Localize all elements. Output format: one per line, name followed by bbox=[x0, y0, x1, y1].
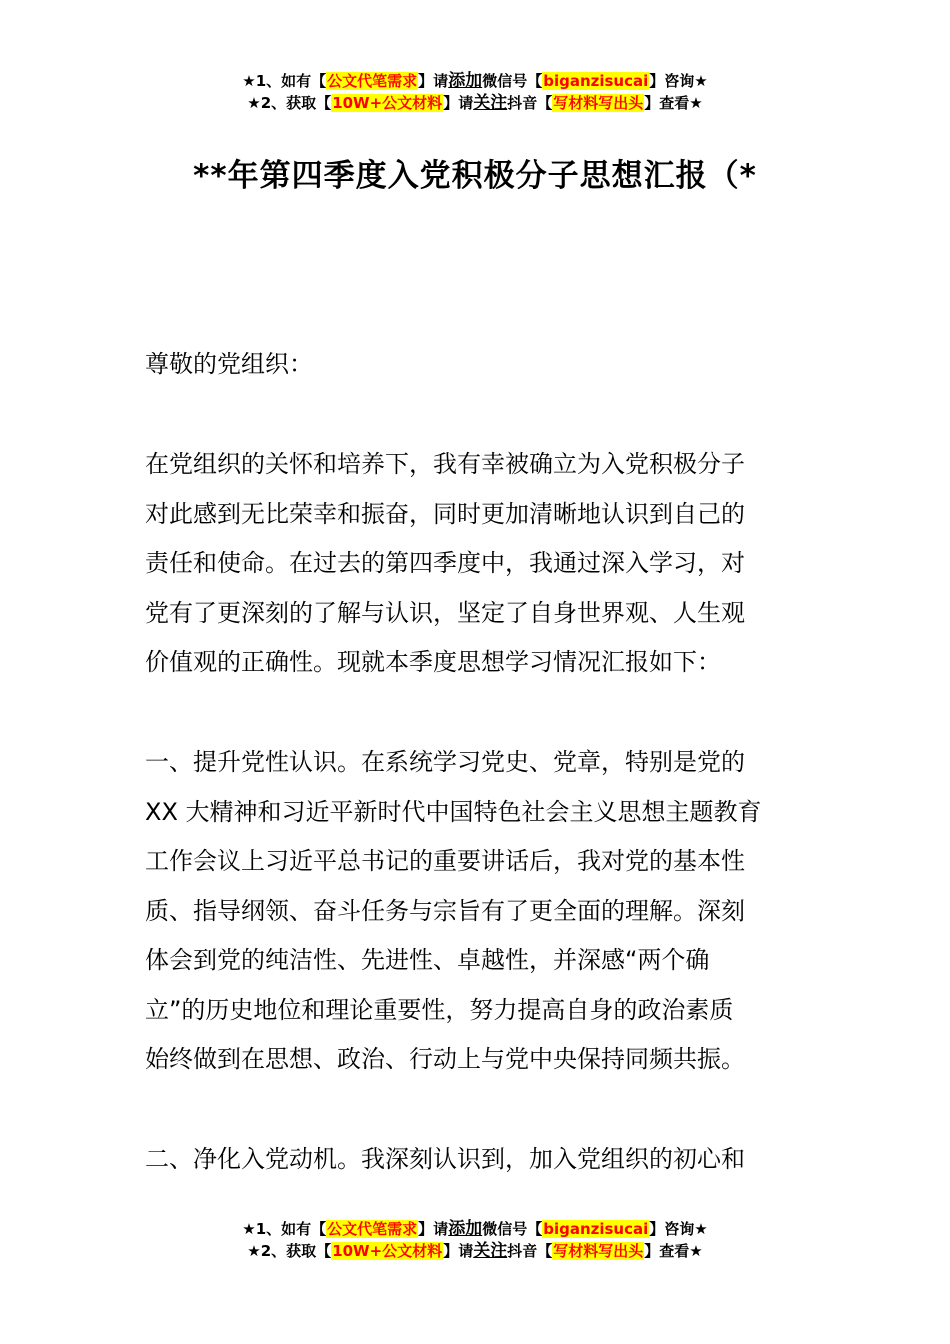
text-line: 立”的历史地位和理论重要性，努力提高自身的政治素质 bbox=[145, 995, 734, 1024]
salutation-text: 尊敬的党组织： bbox=[145, 350, 313, 378]
promo-line-2 bbox=[0, 92, 950, 114]
promo-emphasis-follow: 关注 bbox=[473, 93, 508, 113]
promo-text: 】咨询★ bbox=[649, 72, 708, 90]
text-line: 一、提升党性认识。在系统学习党史、党章，特别是党的 bbox=[145, 748, 745, 776]
promo-text: 抖音【 bbox=[507, 1242, 553, 1260]
promo-text: 微信号【 bbox=[482, 1220, 543, 1238]
promo-line-1 bbox=[0, 70, 950, 92]
text-line: 在党组织的关怀和培养下，我有幸被确立为入党积极分子 bbox=[145, 450, 745, 478]
promo-highlight-materials: 10W+公文材料 bbox=[332, 94, 443, 112]
promo-footer bbox=[0, 1218, 950, 1262]
promo-highlight-douyin: 写材料写出头 bbox=[553, 1242, 644, 1260]
promo-emphasis-follow: 关注 bbox=[473, 1241, 508, 1261]
text-line: 党有了更深刻的了解与认识，坚定了自身世界观、人生观 bbox=[145, 598, 745, 627]
promo-highlight-wechat-id: biganzisucai bbox=[543, 1220, 649, 1238]
promo-text: 】查看★ bbox=[644, 1242, 703, 1260]
promo-text: 】请 bbox=[443, 94, 474, 112]
text-line: 二、净化入党动机。我深刻认识到，加入党组织的初心和 bbox=[145, 1145, 745, 1173]
promo-highlight-wechat-id: biganzisucai bbox=[543, 72, 649, 90]
promo-highlight-douyin: 写材料写出头 bbox=[553, 94, 644, 112]
promo-text: 微信号【 bbox=[482, 72, 543, 90]
text-line: 体会到党的纯洁性、先进性、卓越性，并深感“两个确 bbox=[145, 946, 710, 974]
text-line: 责任和使命。在过去的第四季度中，我通过深入学习，对 bbox=[145, 549, 745, 577]
text-line: 对此感到无比荣幸和振奋，同时更加清晰地认识到自己的 bbox=[145, 499, 745, 528]
promo-highlight-service: 公文代笔需求 bbox=[327, 72, 418, 90]
text-line: 工作会议上习近平总书记的重要讲话后，我对党的基本性 bbox=[145, 847, 745, 875]
promo-text: 抖音【 bbox=[507, 94, 553, 112]
promo-emphasis-add: 添加 bbox=[448, 1219, 483, 1239]
promo-text: ★1、如有【 bbox=[242, 1220, 327, 1238]
promo-line-2 bbox=[0, 1240, 950, 1262]
text-line: 质、指导纲领、奋斗任务与宗旨有了更全面的理解。深刻 bbox=[145, 896, 745, 925]
promo-text: 】请 bbox=[443, 1242, 474, 1260]
promo-text: 】咨询★ bbox=[649, 1220, 708, 1238]
promo-text: 】请 bbox=[418, 1220, 449, 1238]
promo-highlight-service: 公文代笔需求 bbox=[327, 1220, 418, 1238]
paragraph-section-1 bbox=[145, 738, 815, 1085]
text-line: 价值观的正确性。现就本季度思想学习情况汇报如下： bbox=[145, 648, 721, 676]
promo-text: ★1、如有【 bbox=[242, 72, 327, 90]
promo-line-1 bbox=[0, 1218, 950, 1240]
promo-header bbox=[0, 70, 950, 114]
promo-text: ★2、获取【 bbox=[247, 1242, 332, 1260]
text-line: 始终做到在思想、政治、行动上与党中央保持同频共振。 bbox=[145, 1045, 745, 1073]
promo-text: 】请 bbox=[418, 72, 449, 90]
promo-emphasis-add: 添加 bbox=[448, 71, 483, 91]
salutation bbox=[145, 340, 815, 390]
promo-text: ★2、获取【 bbox=[247, 94, 332, 112]
promo-text: 】查看★ bbox=[644, 94, 703, 112]
paragraph-intro bbox=[145, 440, 815, 688]
paragraph-section-2 bbox=[145, 1135, 815, 1185]
text-line: XX 大精神和习近平新时代中国特色社会主义思想主题教育 bbox=[145, 797, 762, 826]
document-title: **年第四季度入党积极分子思想汇报（* bbox=[193, 158, 757, 194]
promo-highlight-materials: 10W+公文材料 bbox=[332, 1242, 443, 1260]
